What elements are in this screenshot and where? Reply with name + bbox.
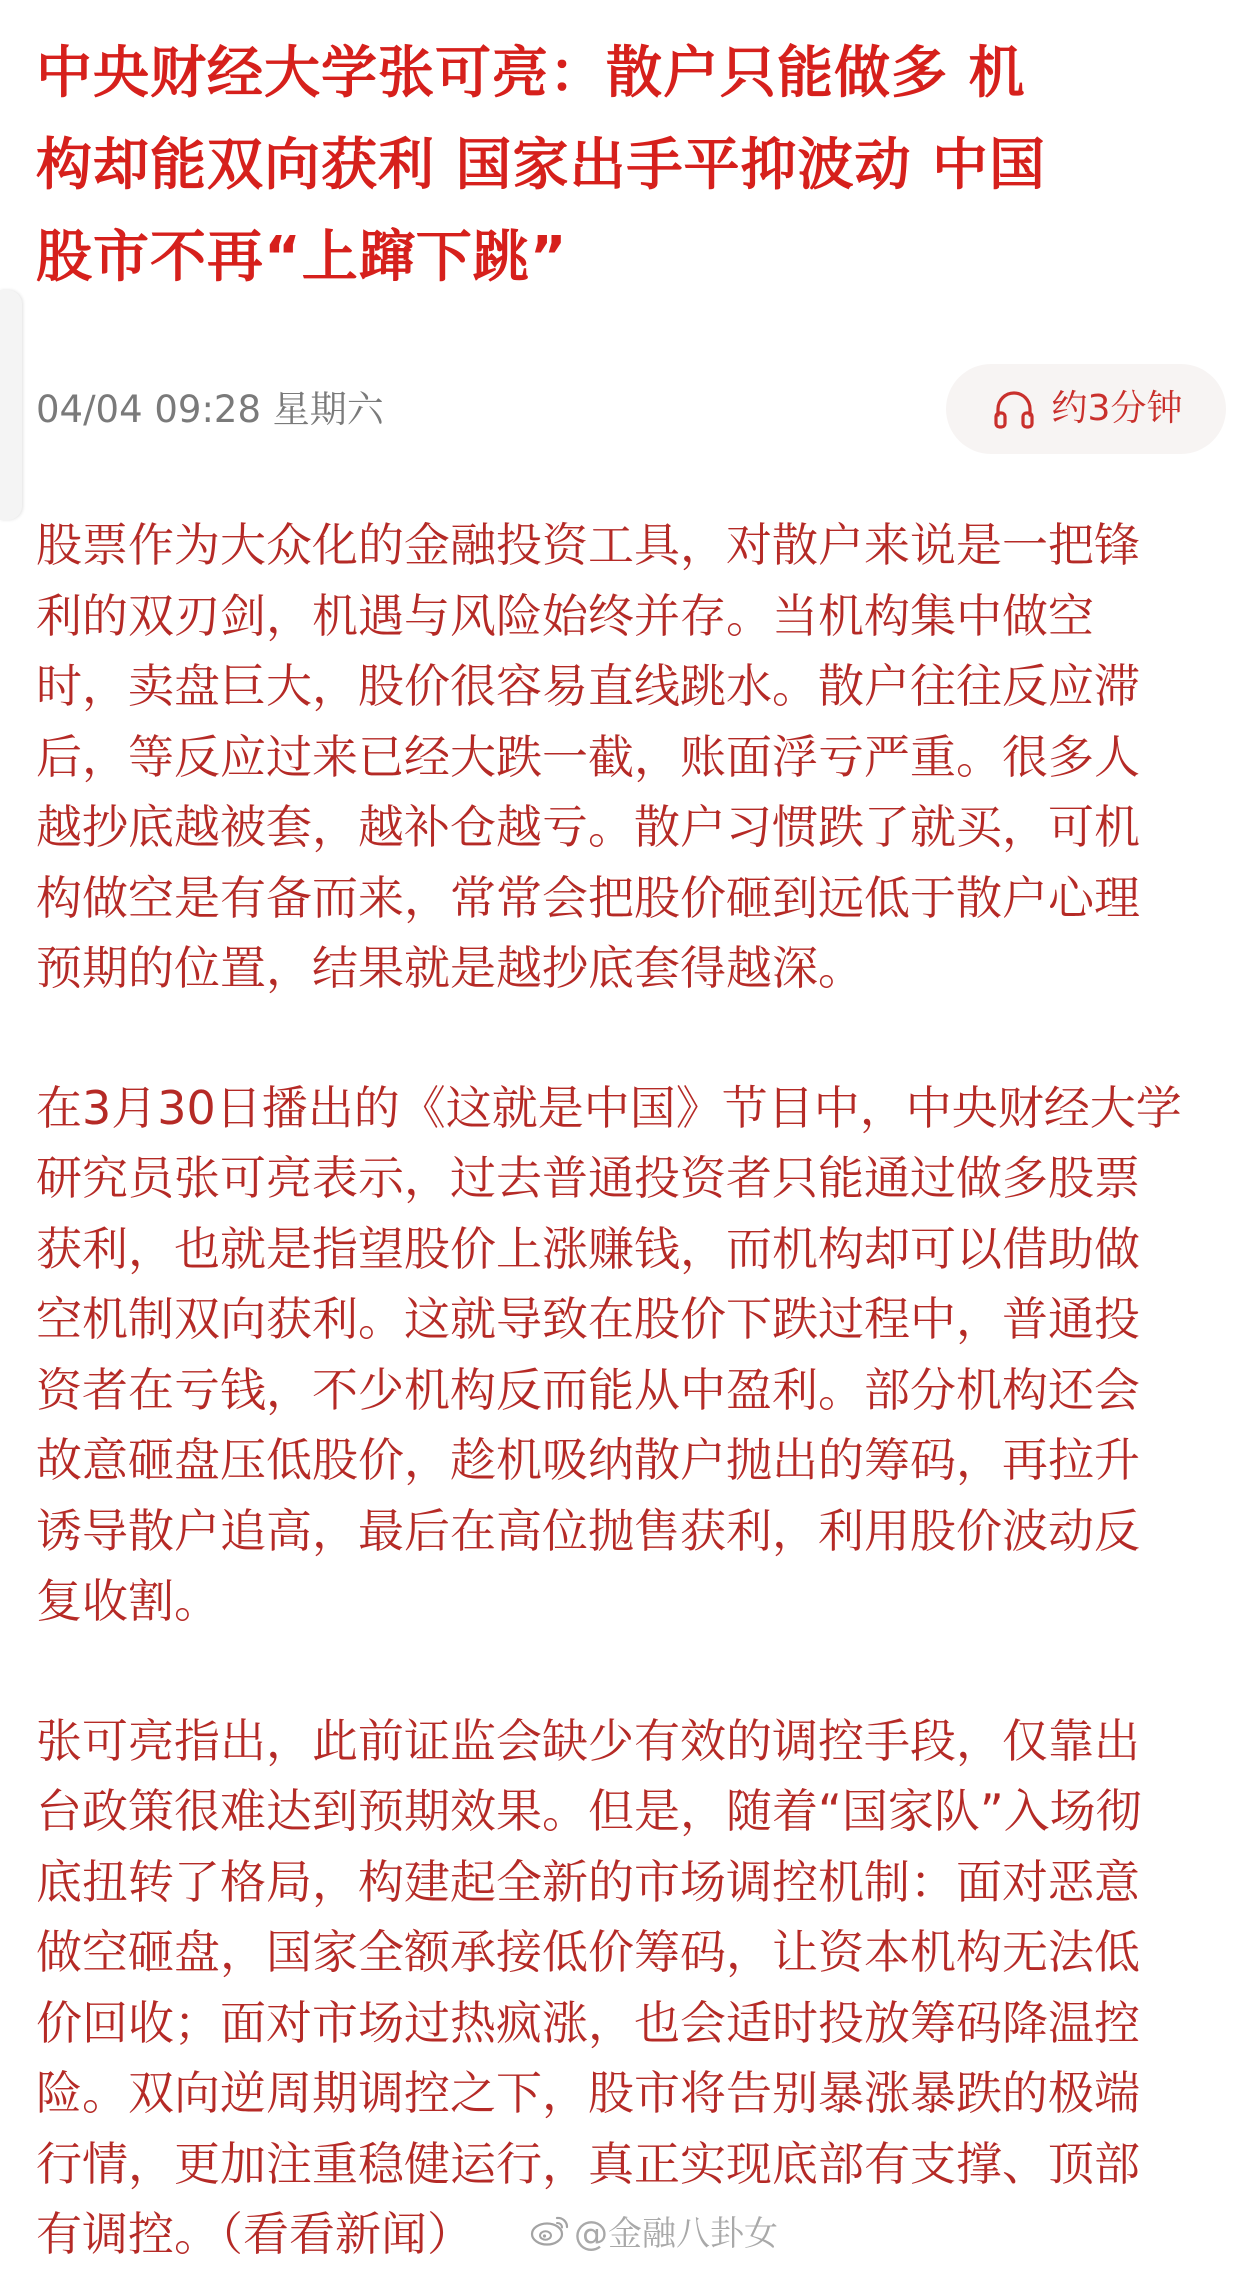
article-paragraph: 股票作为大众化的金融投资工具，对散户来说是一把锋 利的双刃剑，机遇与风险始终并存。当机构集中做空 时，卖盘巨大，股价很容易直线跳水。散户往往反应滞 后，等反应过来已经大跌一截，账面浮亏严重。很多人 越抄底越被套，越补仓越亏。散户习惯跌了就买，可机 构做空是有备而来，常常会把股价砸到远低于散户心理 预期的位置，结果就是越抄底套得越深。: [36, 518, 1140, 995]
watermark-text: @金融八卦女: [574, 2213, 778, 2254]
edge-swipe-handle[interactable]: [0, 290, 22, 520]
article-title: 中央财经大学张可亮：散户只能做多 机 构却能双向获利 国家出手平抑波动 中国 股市不再“上蹿下跳”: [36, 41, 1046, 290]
article-body: [36, 510, 1236, 2276]
article-paragraph: 张可亮指出，此前证监会缺少有效的调控手段，仅靠出 台政策很难达到预期效果。但是，随着“国家队”入场彻 底扭转了格局，构建起全新的市场调控机制：面对恶意 做空砸盘，国家全额承接低价筹码，让资本机构无法低 价回收；面对市场过热疯涨，也会适时投放筹码降温控 险。双向逆周期调控之下，股市将告别暴涨暴跌的极端 行情，更加注重稳健运行，真正实现底部有支撑、顶部 有调控。（看看新闻）: [36, 1713, 1142, 2261]
weibo-icon: [530, 2213, 570, 2247]
listen-audio-button[interactable]: [946, 364, 1226, 454]
article-paragraph: 在3月30日播出的《这就是中国》节目中，中央财经大学 研究员张可亮表示，过去普通投资者只能通过做多股票 获利，也就是指望股价上涨赚钱，而机构却可以借助做 空机制双向获利。这就导致在股价下跌过程中，普通投 资者在亏钱，不少机构反而能从中盈利。部分机构还会 故意砸盘压低股价，趁机吸纳散户抛出的筹码，再拉升 诱导散户追高，最后在高位抛售获利，利用股价波动反 复收割。: [36, 1080, 1182, 1628]
headphones-icon: [990, 385, 1038, 433]
publish-timestamp: 04/04 09:28 星期六: [36, 388, 384, 431]
watermark: [530, 2200, 778, 2260]
listen-duration-label: 约3分钟: [1051, 388, 1183, 429]
article-meta: [36, 360, 1226, 460]
